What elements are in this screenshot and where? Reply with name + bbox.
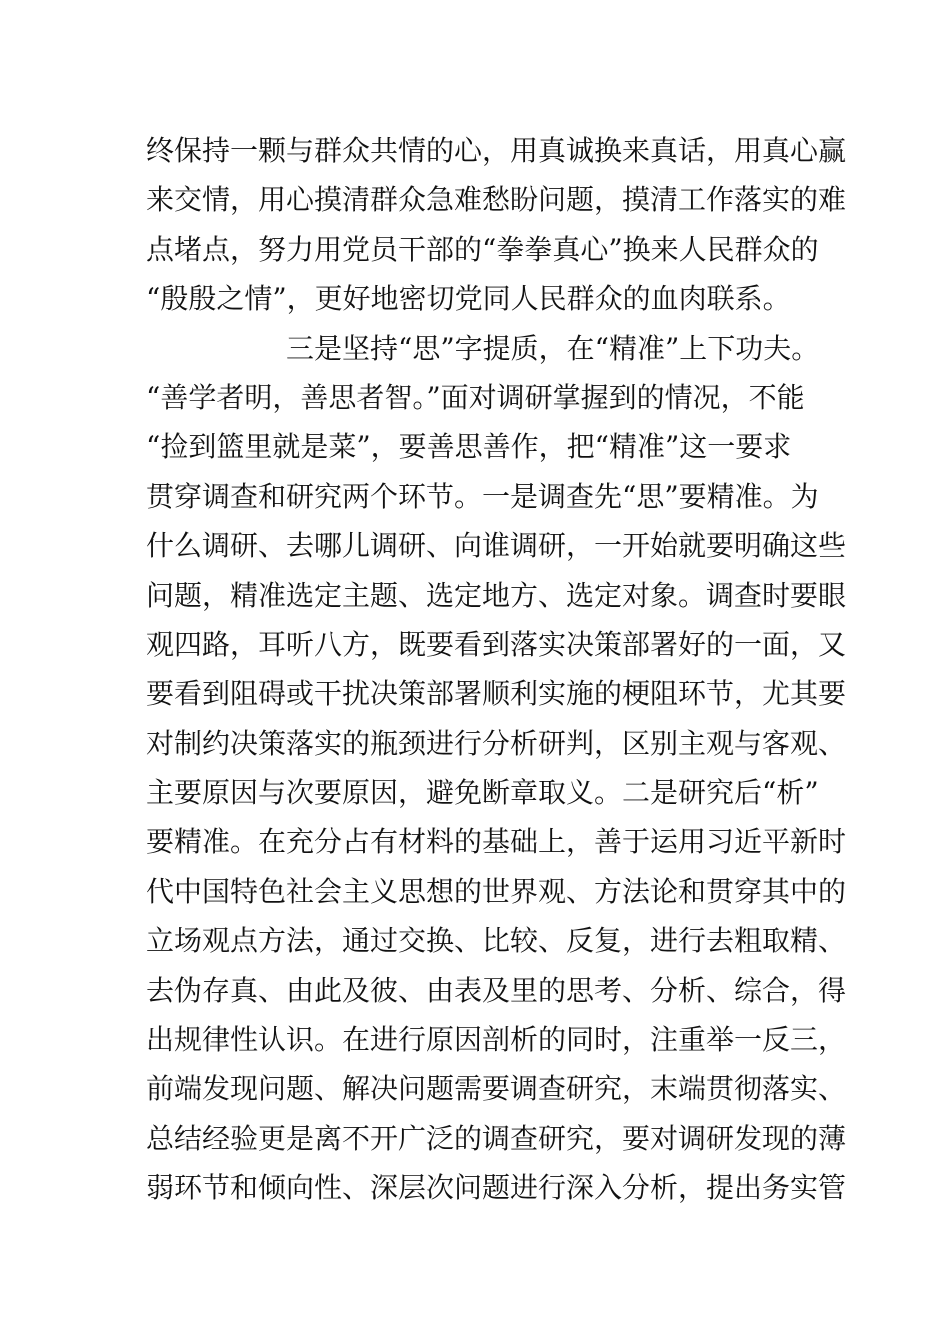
- text-line: “殷殷之情”，更好地密切党同人民群众的血肉联系。: [146, 282, 791, 316]
- text-line: 代中国特色社会主义思想的世界观、方法论和贯穿其中的: [146, 874, 847, 908]
- text-line: 主要原因与次要原因，避免断章取义。二是研究后“析”: [146, 776, 819, 810]
- text-line: 观四路，耳听八方，既要看到落实决策部署好的一面，又: [146, 627, 847, 661]
- text-line: 问题，精准选定主题、选定地方、选定对象。调查时要眼: [146, 578, 847, 612]
- text-line: 弱环节和倾向性、深层次问题进行深入分析，提出务实管: [146, 1171, 847, 1205]
- text-line: 贯穿调查和研究两个环节。一是调查先“思”要精准。为: [146, 479, 819, 513]
- text-line: 什么调研、去哪儿调研、向谁调研，一开始就要明确这些: [146, 529, 847, 563]
- paragraph-start-line: 三是坚持“思”字提质，在“精准”上下功夫。: [286, 331, 820, 365]
- text-line: 总结经验更是离不开广泛的调查研究，要对调研发现的薄: [146, 1121, 847, 1155]
- text-line: 去伪存真、由此及彼、由表及里的思考、分析、综合，得: [146, 973, 847, 1007]
- text-line: 对制约决策落实的瓶颈进行分析研判，区别主观与客观、: [146, 726, 847, 760]
- text-line: “捡到篮里就是菜”，要善思善作，把“精准”这一要求: [146, 430, 792, 464]
- text-line: 前端发现问题、解决问题需要调查研究，末端贯彻落实、: [146, 1072, 847, 1106]
- text-line: “善学者明，善思者智。”面对调研掌握到的情况，不能: [146, 380, 805, 414]
- text-line: 终保持一颗与群众共情的心，用真诚换来真话，用真心赢: [146, 134, 847, 167]
- text-line: 点堵点，努力用党员干部的“拳拳真心”换来人民群众的: [146, 232, 819, 266]
- text-line: 立场观点方法，通过交换、比较、反复，进行去粗取精、: [146, 924, 847, 958]
- text-line: 出规律性认识。在进行原因剖析的同时，注重举一反三，: [146, 1023, 847, 1057]
- text-line: 来交情，用心摸清群众急难愁盼问题，摸清工作落实的难: [146, 183, 847, 217]
- body-text: [146, 126, 847, 1213]
- text-line: 要看到阻碍或干扰决策部署顺利实施的梗阻环节，尤其要: [146, 677, 847, 711]
- text-line: 要精准。在充分占有材料的基础上，善于运用习近平新时: [146, 825, 847, 859]
